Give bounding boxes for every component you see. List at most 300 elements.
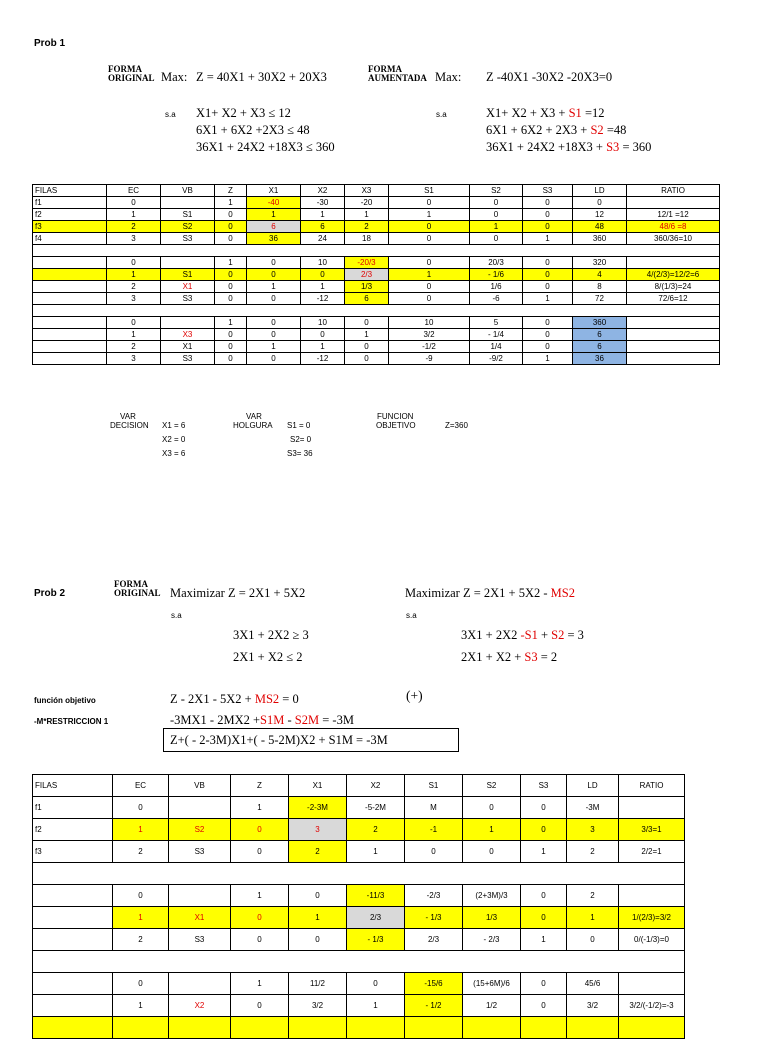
table-cell	[161, 257, 215, 269]
plus-sign: (+)	[406, 688, 423, 703]
table-cell: 0	[470, 209, 523, 221]
table-cell: 1/3	[345, 281, 389, 293]
table-row-partial	[33, 1017, 685, 1039]
m-restriccion-equation: -3MX1 - 2MX2 +S1M - S2M = -3M	[170, 713, 354, 727]
prob1-max-label: Max:	[161, 70, 188, 84]
var-holgura-label-1: VAR	[246, 412, 262, 421]
table-row	[33, 353, 720, 365]
prob2-original-label: ORIGINAL	[114, 588, 161, 598]
prob1-simplex-table	[32, 184, 720, 365]
table-cell: S1	[161, 269, 215, 281]
header-cell: VB	[161, 185, 215, 197]
table-cell: 1	[247, 281, 301, 293]
var-holgura-s1: S1 = 0	[287, 421, 311, 430]
table-cell: -1	[405, 819, 463, 841]
prob1-title: Prob 1	[34, 38, 66, 49]
prob1-constraint-2: 6X1 + 6X2 +2X3 ≤ 48	[196, 123, 310, 137]
table-cell: 2	[347, 819, 405, 841]
table-cell: 10	[301, 257, 345, 269]
var-holgura-s3: S3= 36	[287, 449, 313, 458]
table-cell: 12/1 =12	[627, 209, 720, 221]
table-cell	[231, 1017, 289, 1039]
table-cell: f1	[33, 197, 107, 209]
prob2-simplex-table	[32, 774, 685, 1039]
table-cell: 5	[470, 317, 523, 329]
header-cell: S1	[389, 185, 470, 197]
prob2-sa-label: s.a	[171, 611, 182, 620]
table-cell	[169, 797, 231, 819]
funcion-objetivo-label-1: FUNCION	[377, 412, 414, 421]
header-cell: X2	[301, 185, 345, 197]
table-cell: 72	[573, 293, 627, 305]
table-row	[33, 257, 720, 269]
header-cell: S3	[521, 775, 567, 797]
table-cell	[33, 269, 107, 281]
table-cell: - 2/3	[463, 929, 521, 951]
table-row	[33, 281, 720, 293]
table-cell: 1	[301, 341, 345, 353]
table-cell: 1	[345, 329, 389, 341]
table-cell: 1	[521, 841, 567, 863]
table-cell: 0	[389, 257, 470, 269]
table-cell: 8	[573, 281, 627, 293]
table-cell: 0	[231, 841, 289, 863]
table-row	[33, 797, 685, 819]
table-cell: 0	[247, 329, 301, 341]
table-cell	[619, 973, 685, 995]
prob1-aug-constraint-1: X1+ X2 + X3 + S1 =12	[486, 106, 605, 120]
table-cell	[169, 973, 231, 995]
table-cell	[161, 197, 215, 209]
table-cell: 0	[215, 353, 247, 365]
table-row	[33, 973, 685, 995]
table-spacer-row	[33, 305, 720, 317]
table-cell: 0	[289, 885, 347, 907]
table-cell: 6	[573, 341, 627, 353]
header-cell: LD	[573, 185, 627, 197]
table-cell: X3	[161, 329, 215, 341]
table-cell: -6	[470, 293, 523, 305]
table-row	[33, 293, 720, 305]
table-row	[33, 329, 720, 341]
table-cell: 72/6=12	[627, 293, 720, 305]
table-cell: 0	[107, 257, 161, 269]
table-cell: f2	[33, 209, 107, 221]
prob2-title: Prob 2	[34, 588, 66, 599]
table-cell: -20	[345, 197, 389, 209]
header-cell: LD	[567, 775, 619, 797]
table-cell: 0	[405, 841, 463, 863]
table-cell: 0	[523, 269, 573, 281]
prob2-objective-original: Maximizar Z = 2X1 + 5X2	[170, 586, 306, 600]
table-cell: 1/4	[470, 341, 523, 353]
table-spacer-row	[33, 951, 685, 973]
table-cell: 0	[389, 293, 470, 305]
table-cell: 0	[389, 233, 470, 245]
table-cell: 18	[345, 233, 389, 245]
table-cell	[169, 885, 231, 907]
table-cell: 11/2	[289, 973, 347, 995]
table-spacer-row	[33, 245, 720, 257]
table-cell: -9/2	[470, 353, 523, 365]
table-cell	[627, 317, 720, 329]
var-decision-label-1: VAR	[120, 412, 136, 421]
prob2-constraint-2: 2X1 + X2 ≤ 2	[233, 650, 303, 664]
table-cell: 1	[231, 797, 289, 819]
table-cell: 0	[247, 257, 301, 269]
table-cell: 0	[347, 973, 405, 995]
table-cell: 1	[247, 341, 301, 353]
table-cell: -15/6	[405, 973, 463, 995]
table-cell: 3	[567, 819, 619, 841]
table-cell: 0	[463, 797, 521, 819]
table-cell: 0	[521, 885, 567, 907]
table-cell	[33, 317, 107, 329]
table-cell: 2	[567, 841, 619, 863]
table-cell: -30	[301, 197, 345, 209]
table-cell: 0	[215, 293, 247, 305]
table-cell: 0	[231, 995, 289, 1017]
table-cell: 8/(1/3)=24	[627, 281, 720, 293]
table-cell: 1	[247, 209, 301, 221]
table-cell: 1/3	[463, 907, 521, 929]
table-row	[33, 995, 685, 1017]
table-cell	[33, 341, 107, 353]
table-cell	[33, 973, 113, 995]
header-cell: X3	[345, 185, 389, 197]
table-cell: X2	[169, 995, 231, 1017]
var-decision-x1: X1 = 6	[162, 421, 186, 430]
table-cell: 1	[231, 885, 289, 907]
table-cell: 0	[389, 221, 470, 233]
prob2-objective-augmented: Maximizar Z = 2X1 + 5X2 - MS2	[405, 586, 575, 600]
table-cell: 1	[470, 221, 523, 233]
table-cell: 10	[301, 317, 345, 329]
table-cell: 1	[345, 209, 389, 221]
table-cell: S3	[161, 233, 215, 245]
table-cell: 0	[215, 221, 247, 233]
prob2-aug-constraint-2: 2X1 + X2 + S3 = 2	[461, 650, 558, 664]
table-cell: 0	[107, 317, 161, 329]
table-cell: 36	[573, 353, 627, 365]
table-cell: 0	[521, 973, 567, 995]
table-cell: (2+3M)/3	[463, 885, 521, 907]
table-cell: 0	[301, 269, 345, 281]
table-cell: 12	[573, 209, 627, 221]
table-cell: 0	[523, 257, 573, 269]
table-cell: 0	[113, 973, 169, 995]
m-restriccion-label: -M*RESTRICCION 1	[34, 717, 109, 726]
table-cell: 24	[301, 233, 345, 245]
table-cell	[627, 197, 720, 209]
table-cell: 1	[347, 995, 405, 1017]
table-cell: 2	[289, 841, 347, 863]
funcion-objetivo-value: Z=360	[445, 421, 468, 430]
prob1-aug-constraint-3: 36X1 + 24X2 +18X3 + S3 = 360	[486, 140, 652, 154]
table-cell	[627, 341, 720, 353]
table-cell: - 1/3	[405, 907, 463, 929]
table-cell: S1	[161, 209, 215, 221]
table-cell: 1	[107, 209, 161, 221]
table-cell: 360	[573, 233, 627, 245]
table-cell: 3	[107, 353, 161, 365]
table-cell	[627, 257, 720, 269]
table-cell: 1	[347, 841, 405, 863]
table-cell: 1	[215, 197, 247, 209]
table-cell: 6	[573, 329, 627, 341]
header-cell: FILAS	[33, 185, 107, 197]
table-cell: 1	[215, 317, 247, 329]
table-cell: 3/2	[389, 329, 470, 341]
prob1-original-label: ORIGINAL	[108, 73, 155, 83]
table-cell: 1	[521, 929, 567, 951]
table-cell: f3	[33, 221, 107, 233]
var-decision-label-2: DECISION	[110, 421, 149, 430]
table-cell: 0	[523, 341, 573, 353]
table-row	[33, 317, 720, 329]
table-cell: 48/6 =8	[627, 221, 720, 233]
table-cell: X1	[161, 281, 215, 293]
table-cell: 1	[463, 819, 521, 841]
sum-result-equation: Z+( - 2-3M)X1+( - 5-2M)X2 + S1M = -3M	[170, 733, 388, 747]
table-cell	[33, 929, 113, 951]
table-cell: 2	[107, 341, 161, 353]
var-holgura-s2: S2= 0	[290, 435, 312, 444]
table-row	[33, 221, 720, 233]
table-header-row	[33, 185, 720, 197]
table-cell	[33, 995, 113, 1017]
table-cell: f4	[33, 233, 107, 245]
table-cell	[289, 1017, 347, 1039]
table-row	[33, 841, 685, 863]
table-cell: M	[405, 797, 463, 819]
table-cell: f1	[33, 797, 113, 819]
table-cell: S3	[161, 293, 215, 305]
table-cell	[463, 1017, 521, 1039]
table-cell: 48	[573, 221, 627, 233]
table-spacer-row	[33, 863, 685, 885]
header-cell: X1	[289, 775, 347, 797]
table-cell: 3/2/(-1/2)=-3	[619, 995, 685, 1017]
table-cell	[347, 1017, 405, 1039]
table-cell: 2/2=1	[619, 841, 685, 863]
header-cell: FILAS	[33, 775, 113, 797]
table-cell: - 1/2	[405, 995, 463, 1017]
header-cell: S3	[523, 185, 573, 197]
table-cell: 0	[389, 197, 470, 209]
prob1-max-aug-label: Max:	[435, 70, 462, 84]
prob2-objective-equation: Z - 2X1 - 5X2 + MS2 = 0	[170, 692, 299, 706]
prob2-sa-aug-label: s.a	[406, 611, 417, 620]
table-cell: 0	[301, 329, 345, 341]
table-cell: 1/6	[470, 281, 523, 293]
table-cell: 0	[113, 797, 169, 819]
table-cell: 3/2	[567, 995, 619, 1017]
table-cell: -20/3	[345, 257, 389, 269]
table-cell: 0	[389, 281, 470, 293]
table-cell: S2	[169, 819, 231, 841]
table-cell: -3M	[567, 797, 619, 819]
table-cell: 0	[463, 841, 521, 863]
table-cell: -11/3	[347, 885, 405, 907]
table-cell: 20/3	[470, 257, 523, 269]
spacer-cell	[33, 305, 720, 317]
table-cell	[567, 1017, 619, 1039]
table-cell	[619, 1017, 685, 1039]
table-header-row	[33, 775, 685, 797]
table-cell: 0	[523, 221, 573, 233]
table-cell	[33, 293, 107, 305]
table-cell: 0	[247, 353, 301, 365]
table-row	[33, 341, 720, 353]
table-cell: 1	[289, 907, 347, 929]
table-cell: 0	[231, 929, 289, 951]
table-cell: 0	[523, 197, 573, 209]
table-cell: 2	[113, 929, 169, 951]
table-cell: 0	[521, 907, 567, 929]
table-cell: 360/36=10	[627, 233, 720, 245]
table-cell: 0	[523, 209, 573, 221]
table-cell: 0	[215, 341, 247, 353]
table-cell: 0	[523, 281, 573, 293]
table-cell: S3	[161, 353, 215, 365]
table-cell: 0	[470, 197, 523, 209]
table-cell: X1	[169, 907, 231, 929]
table-cell: f2	[33, 819, 113, 841]
table-row	[33, 209, 720, 221]
table-cell: X1	[161, 341, 215, 353]
table-cell	[113, 1017, 169, 1039]
table-cell	[33, 885, 113, 907]
table-cell: 0	[345, 317, 389, 329]
table-cell: 0	[215, 233, 247, 245]
header-cell: EC	[113, 775, 169, 797]
table-cell: 0	[521, 819, 567, 841]
table-cell: 0	[247, 269, 301, 281]
funcion-objetivo-label: función objetivo	[34, 696, 96, 705]
header-cell: RATIO	[627, 185, 720, 197]
prob1-forma-label: FORMA	[108, 64, 142, 74]
table-cell: 0	[215, 209, 247, 221]
table-cell	[405, 1017, 463, 1039]
table-cell: 4/(2/3)=12/2=6	[627, 269, 720, 281]
table-cell: 0	[523, 329, 573, 341]
table-cell: 3	[107, 233, 161, 245]
table-cell: 3	[107, 293, 161, 305]
table-cell: 2	[107, 221, 161, 233]
table-cell: 1	[107, 329, 161, 341]
table-row	[33, 819, 685, 841]
header-cell: RATIO	[619, 775, 685, 797]
table-cell: 1	[523, 233, 573, 245]
table-cell: 0	[521, 995, 567, 1017]
table-cell	[619, 797, 685, 819]
table-cell: 1	[523, 353, 573, 365]
table-cell: 45/6	[567, 973, 619, 995]
table-cell: 6	[247, 221, 301, 233]
table-cell: -40	[247, 197, 301, 209]
table-row	[33, 885, 685, 907]
table-cell: S2	[161, 221, 215, 233]
prob1-constraint-1: X1+ X2 + X3 ≤ 12	[196, 106, 291, 120]
table-cell: 0	[521, 797, 567, 819]
table-cell: -2-3M	[289, 797, 347, 819]
prob1-forma-aug-label: FORMA	[368, 64, 402, 74]
table-cell: 0	[113, 885, 169, 907]
prob1-objective-original: Z = 40X1 + 30X2 + 20X3	[196, 70, 327, 84]
table-cell: 0	[231, 819, 289, 841]
table-cell: 2	[107, 281, 161, 293]
header-cell: S2	[463, 775, 521, 797]
table-cell: -12	[301, 353, 345, 365]
table-cell: 1	[389, 269, 470, 281]
table-cell: 3/3=1	[619, 819, 685, 841]
table-cell	[521, 1017, 567, 1039]
table-cell: 6	[301, 221, 345, 233]
prob1-aug-constraint-2: 6X1 + 6X2 + 2X3 + S2 =48	[486, 123, 627, 137]
table-cell: 1/2	[463, 995, 521, 1017]
table-cell: -5-2M	[347, 797, 405, 819]
table-cell	[33, 329, 107, 341]
table-cell: 0	[567, 929, 619, 951]
table-cell: 3	[289, 819, 347, 841]
table-cell: 1	[113, 819, 169, 841]
prob1-aumentada-label: AUMENTADA	[368, 73, 427, 83]
funcion-objetivo-label-2: OBJETIVO	[376, 421, 416, 430]
table-cell: 6	[345, 293, 389, 305]
table-cell	[33, 281, 107, 293]
spacer-cell	[33, 245, 720, 257]
table-cell: 360	[573, 317, 627, 329]
table-cell: 1	[567, 907, 619, 929]
table-cell	[627, 329, 720, 341]
prob2-constraint-1: 3X1 + 2X2 ≥ 3	[233, 628, 309, 642]
prob1-objective-augmented: Z -40X1 -30X2 -20X3=0	[486, 70, 613, 84]
table-cell: 0/(-1/3)=0	[619, 929, 685, 951]
table-cell: 0	[231, 907, 289, 929]
spacer-cell	[33, 951, 685, 973]
prob1-sa-label: s.a	[165, 110, 176, 119]
table-cell: 1	[113, 995, 169, 1017]
table-cell: 2	[567, 885, 619, 907]
header-cell: X2	[347, 775, 405, 797]
table-cell	[161, 317, 215, 329]
table-cell: 2/3	[347, 907, 405, 929]
header-cell: VB	[169, 775, 231, 797]
header-cell: S2	[470, 185, 523, 197]
table-cell: 1	[113, 907, 169, 929]
table-cell	[33, 907, 113, 929]
table-cell: 3/2	[289, 995, 347, 1017]
table-cell	[33, 1017, 113, 1039]
table-cell: 1	[523, 293, 573, 305]
table-cell: - 1/4	[470, 329, 523, 341]
table-cell: 10	[389, 317, 470, 329]
prob1-sa-aug-label: s.a	[436, 110, 447, 119]
prob2-forma-label: FORMA	[114, 579, 148, 589]
table-cell: -1/2	[389, 341, 470, 353]
table-cell: 0	[345, 353, 389, 365]
prob2-aug-constraint-1: 3X1 + 2X2 -S1 + S2 = 3	[461, 628, 584, 642]
table-cell: 0	[523, 317, 573, 329]
table-row	[33, 269, 720, 281]
table-cell	[33, 257, 107, 269]
table-cell: (15+6M)/6	[463, 973, 521, 995]
table-cell: 1/(2/3)=3/2	[619, 907, 685, 929]
header-cell: Z	[231, 775, 289, 797]
table-row	[33, 929, 685, 951]
table-cell: 1	[389, 209, 470, 221]
